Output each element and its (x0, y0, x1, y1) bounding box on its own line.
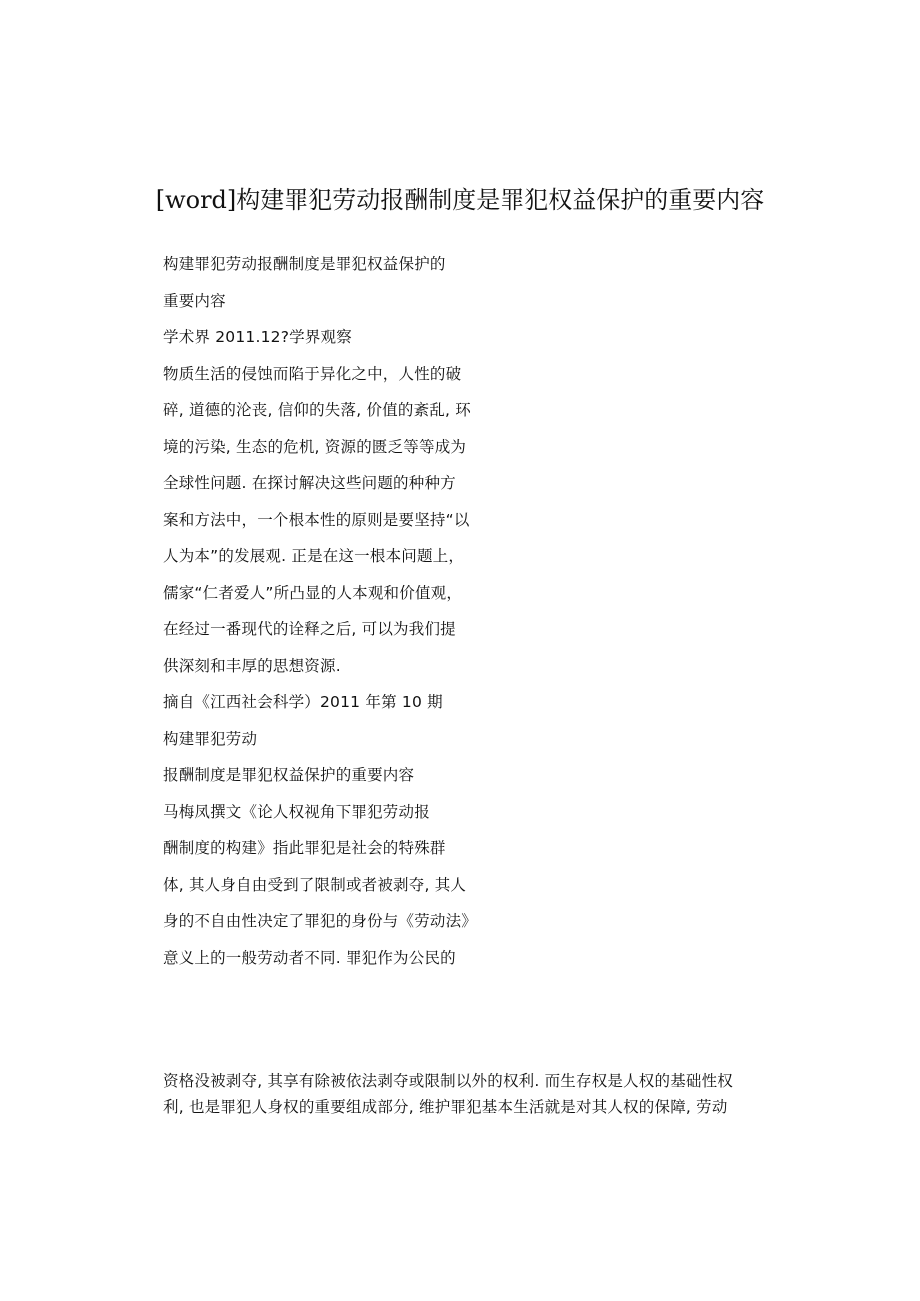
text-line: 利, 也是罪犯人身权的重要组成部分, 维护罪犯基本生活就是对其人权的保障, 劳动 (163, 1098, 728, 1116)
section-heading-line: 报酬制度是罪犯权益保护的重要内容 (163, 766, 415, 784)
text-line: 全球性问题. 在探讨解决这些问题的种种方 (163, 474, 456, 492)
text-line: 案和方法中，一个根本性的原则是要坚持“以 (163, 510, 470, 529)
text-line: 在经过一番现代的诠释之后, 可以为我们提 (163, 620, 456, 638)
section-heading-line: 构建罪犯劳动 (163, 729, 258, 748)
wide-paragraph (163, 1068, 775, 1120)
text-line: 碎, 道德的沦丧, 信仰的失落, 价值的紊乱, 环 (163, 401, 471, 419)
text-line: 体, 其人身自由受到了限制或者被剥夺, 其人 (163, 875, 467, 894)
text-line: 酬制度的构建》指此罪犯是社会的特殊群 (163, 839, 446, 857)
text-line: 意义上的一般劳动者不同. 罪犯作为公民的 (163, 948, 456, 967)
text-line: 马梅凤撰文《论人权视角下罪犯劳动报 (163, 802, 430, 821)
source-line: 学术界 2011.12?学界观察 (163, 328, 352, 346)
text-line: 资格没被剥夺, 其享有除被依法剥夺或限制以外的权利. 而生存权是人权的基础性权 (163, 1072, 734, 1090)
text-line: 物质生活的侵蚀而陷于异化之中，人性的破 (163, 364, 462, 383)
text-line: 重要内容 (163, 291, 226, 310)
text-line: 供深刻和丰厚的思想资源. (163, 656, 341, 675)
text-line: 身的不自由性决定了罪犯的身份与《劳动法》 (163, 912, 478, 930)
document-title: [word]构建罪犯劳动报酬制度是罪犯权益保护的重要内容 (155, 186, 765, 214)
citation-line: 摘自《江西社会科学）2011 年第 10 期 (163, 693, 443, 711)
text-line: 儒家“仁者爱人”所凸显的人本观和价值观， (163, 583, 463, 602)
text-line: 构建罪犯劳动报酬制度是罪犯权益保护的 (163, 255, 446, 273)
text-line: 境的污染, 生态的危机, 资源的匮乏等等成为 (163, 437, 467, 456)
body-text (163, 250, 783, 980)
text-line: 人为本”的发展观. 正是在这一根本问题上， (163, 547, 465, 565)
